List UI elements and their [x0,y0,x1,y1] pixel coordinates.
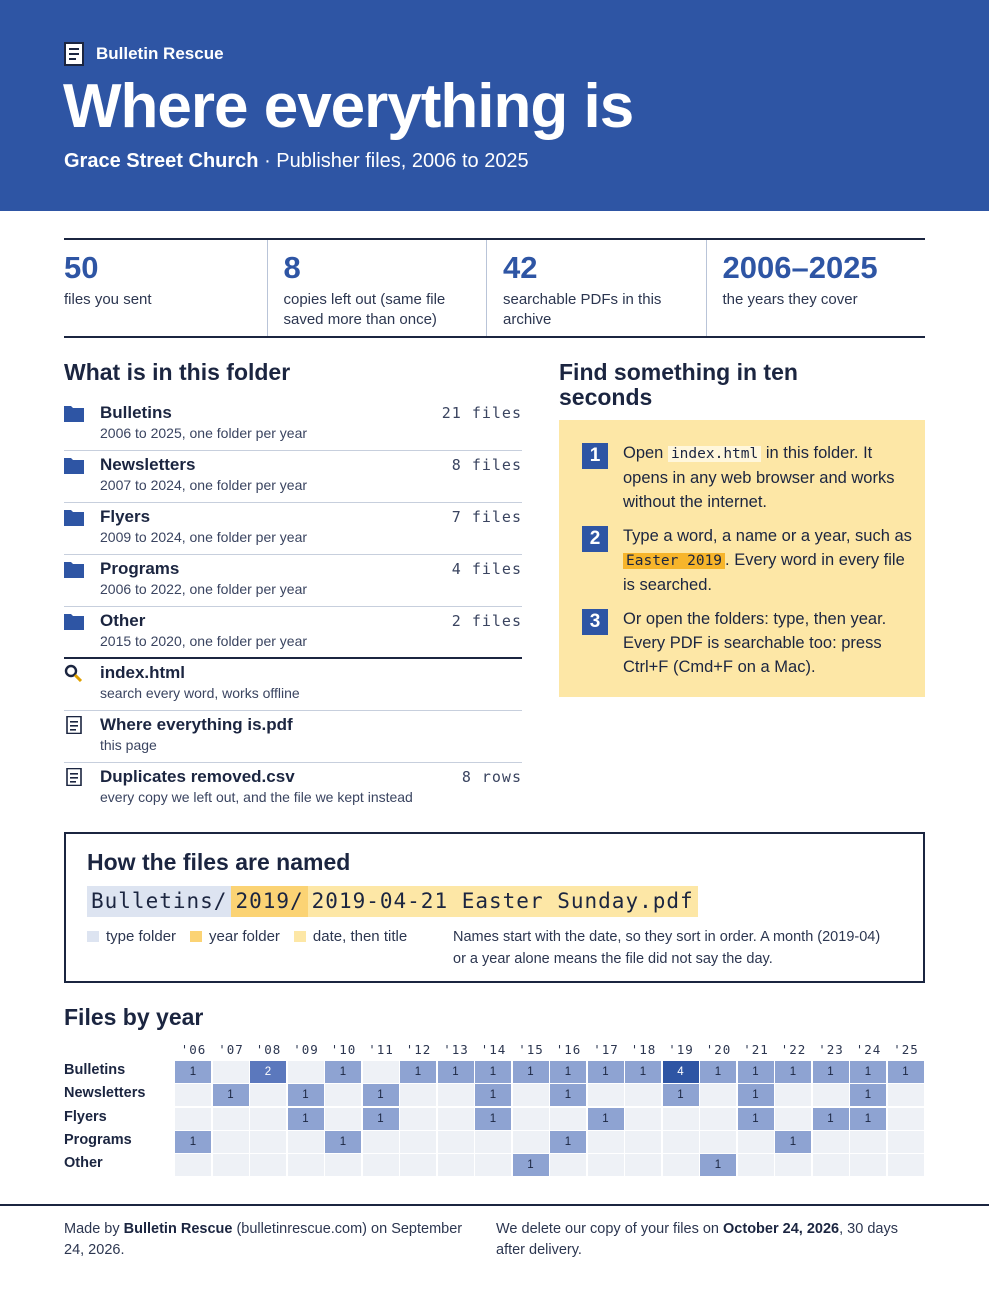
year-cell: 1 [475,1061,511,1083]
step-number: 3 [582,609,608,635]
item-name: Bulletins [100,403,172,422]
year-cell [700,1131,736,1153]
year-cell [325,1108,361,1130]
year-cell: 1 [588,1108,624,1130]
year-cell [550,1108,586,1130]
year-label: '08 [255,1042,282,1057]
year-cell [400,1131,436,1153]
year-cell: 1 [288,1108,324,1130]
step-text-part: . Every word in every file is searched. [623,551,905,594]
year-cell [888,1084,924,1106]
item-name: Other [100,611,146,630]
year-cell: 1 [363,1084,399,1106]
year-cell [625,1131,661,1153]
stat-files-sent [64,240,267,336]
year-cell [475,1154,511,1176]
year-cell [738,1154,774,1176]
year-label: '09 [293,1042,319,1057]
header-banner [0,0,989,211]
year-cell: 1 [775,1131,811,1153]
year-cell [400,1108,436,1130]
year-cell [850,1154,886,1176]
year-cell: 1 [550,1084,586,1106]
year-cell [813,1154,849,1176]
footer-text: We delete our copy of your files on [496,1221,724,1237]
year-cell [588,1154,624,1176]
year-label: '23 [818,1042,844,1057]
year-cell: 1 [363,1108,399,1130]
stat-copies-left-out [267,240,487,336]
footer-brand: Bulletin Rescue [123,1221,233,1237]
year-cell [775,1154,811,1176]
year-cell: 1 [513,1154,549,1176]
year-cell [813,1131,849,1153]
legend-item [294,928,407,945]
year-cell: 1 [513,1061,549,1083]
year-cell: 1 [813,1108,849,1130]
year-cell [888,1108,924,1130]
stat-label: files you sent [64,291,152,308]
row-label: Other [64,1155,103,1172]
year-cell: 1 [175,1061,211,1083]
find-steps-box [559,420,925,697]
year-cell [850,1131,886,1153]
year-cell [250,1131,286,1153]
folder-icon [64,612,84,630]
footer-text: (bulletinrescue.com) on September 24, 2026. [64,1221,463,1258]
year-cell [213,1108,249,1130]
year-label: '19 [668,1042,694,1057]
path-year-folder: 2019/ [231,886,307,917]
year-label: '06 [180,1042,207,1057]
year-label: '22 [780,1042,807,1057]
year-cell [250,1108,286,1130]
year-cell [588,1084,624,1106]
year-cell [700,1108,736,1130]
naming-note: Names start with the date, so they sort in order. A month (2019-04) or a year alone means the file did not say the day. [453,929,881,967]
year-label: '13 [443,1042,469,1057]
stat-number: 8 [283,250,301,285]
year-label: '15 [518,1042,544,1057]
year-cell [775,1108,811,1130]
year-cell [250,1084,286,1106]
step-text [623,524,913,597]
item-name: Programs [100,559,180,578]
legend-item [87,928,176,945]
example-path [87,886,698,917]
code-easter-2019: Easter 2019 [623,553,725,569]
year-cell: 1 [475,1084,511,1106]
stat-number: 42 [503,250,538,285]
year-cell [438,1084,474,1106]
year-cell: 1 [813,1061,849,1083]
stat-label: searchable PDFs in this archive [503,291,662,328]
step-text [623,441,913,514]
year-label: '25 [893,1042,919,1057]
item-description: 2007 to 2024, one folder per year [100,477,308,493]
brand-name: Bulletin Rescue [96,44,224,63]
year-label: '10 [330,1042,357,1057]
year-cell [438,1131,474,1153]
stat-searchable-pdfs [486,240,706,336]
year-cell [363,1131,399,1153]
folder-list-item[interactable] [64,399,522,451]
year-label: '14 [480,1042,507,1057]
year-cell [363,1061,399,1083]
stats-bar [64,238,925,338]
year-label: '16 [555,1042,582,1057]
item-count: 7 files [451,508,522,526]
naming-legend [87,928,407,945]
stat-number: 2006–2025 [722,250,878,285]
year-label: '11 [368,1042,394,1057]
year-cell: 1 [325,1061,361,1083]
year-label: '17 [593,1042,619,1057]
code-index-html: index.html [668,446,761,462]
year-cell: 1 [475,1108,511,1130]
year-cell: 2 [250,1061,286,1083]
folder-list-item[interactable] [64,503,522,555]
item-description: 2006 to 2025, one folder per year [100,425,308,441]
year-cell [513,1108,549,1130]
document-icon [64,42,84,66]
year-cell [288,1131,324,1153]
item-count: 21 files [441,404,522,422]
year-cell [588,1131,624,1153]
path-file-name: 2019-04-21 Easter Sunday.pdf [308,886,698,917]
year-label: '20 [705,1042,732,1057]
year-cell [213,1131,249,1153]
year-cell [775,1084,811,1106]
folder-list-item[interactable] [64,451,522,503]
item-description: 2006 to 2022, one folder per year [100,581,308,597]
step-text-part: Open [623,444,668,462]
year-cell [513,1131,549,1153]
legend-swatch [190,931,202,942]
year-cell [513,1084,549,1106]
legend-label: type folder [106,928,177,945]
year-cell [325,1154,361,1176]
year-cell: 1 [850,1084,886,1106]
year-cell [663,1131,699,1153]
folder-icon [64,404,84,422]
folder-icon [64,508,84,526]
search-icon [64,664,84,682]
folder-section-title: What is in this folder [64,359,291,385]
footer-text: Made by [64,1221,124,1237]
year-cell [438,1154,474,1176]
legend-label: date, then title [312,928,408,945]
year-cell: 1 [400,1061,436,1083]
row-label: Newsletters [64,1085,146,1102]
year-cell [738,1131,774,1153]
year-cell [288,1061,324,1083]
year-cell [663,1154,699,1176]
item-name: Duplicates removed.csv [100,767,295,786]
year-cell: 1 [850,1061,886,1083]
path-type-folder: Bulletins/ [87,886,231,917]
step-number: 1 [582,443,608,469]
folder-list-item[interactable] [64,659,522,711]
year-cell: 1 [663,1084,699,1106]
year-cell [888,1131,924,1153]
year-cell: 1 [438,1061,474,1083]
footer-divider [0,1204,989,1206]
year-cell [400,1084,436,1106]
year-label: '21 [743,1042,769,1057]
item-name: Flyers [100,507,151,526]
item-description: this page [100,737,157,753]
folder-icon [64,560,84,578]
year-cell [475,1131,511,1153]
item-name: Newsletters [100,455,196,474]
year-label: '18 [630,1042,657,1057]
page-title: Where everything is [63,72,634,141]
year-cell: 1 [850,1108,886,1130]
stat-number: 50 [64,250,99,285]
page-subtitle [64,150,529,173]
year-cell [700,1084,736,1106]
year-cell: 1 [700,1154,736,1176]
year-cell [325,1084,361,1106]
year-cell: 1 [888,1061,924,1083]
year-cell [663,1108,699,1130]
document-icon [64,716,84,734]
year-cell: 1 [550,1131,586,1153]
year-cell: 1 [213,1084,249,1106]
naming-title: How the files are named [87,849,351,875]
year-cell: 1 [550,1061,586,1083]
years-title: Files by year [64,1004,204,1030]
year-cell [888,1154,924,1176]
year-label: '12 [405,1042,432,1057]
year-cell [625,1108,661,1130]
step-text-part: in this folder. It opens in any web browser and works without the internet. [623,444,895,511]
year-cell [175,1108,211,1130]
year-label: '24 [855,1042,882,1057]
church-name: Grace Street Church [64,150,259,172]
item-description: 2009 to 2024, one folder per year [100,529,308,545]
document-icon [64,768,84,786]
subtitle-text: · Publisher files, 2006 to 2025 [258,150,529,172]
year-cell: 1 [625,1061,661,1083]
step-number: 2 [582,526,608,552]
folder-list [64,399,522,815]
folder-icon [64,456,84,474]
year-cell [813,1084,849,1106]
year-cell [250,1154,286,1176]
legend-item [190,928,280,945]
legend-label: year folder [209,928,280,945]
folder-list-item[interactable] [64,607,522,659]
row-label: Bulletins [64,1062,126,1078]
year-cell: 1 [288,1084,324,1106]
item-count: 2 files [451,612,522,630]
footer-made-by [64,1219,464,1261]
year-cell [363,1154,399,1176]
footer-date: October 24, 2026 [723,1221,840,1237]
year-cell [213,1061,249,1083]
footer-text: , 30 days after delivery. [496,1221,898,1258]
year-cell: 1 [738,1084,774,1106]
year-cell: 1 [588,1061,624,1083]
naming-box [64,832,925,983]
footer-deletion-notice [496,1219,916,1261]
folder-list-item[interactable] [64,555,522,607]
row-label: Programs [64,1131,132,1148]
brand [64,42,224,66]
step-text: Or open the folders: type, then year. Every PDF is searchable too: press Ctrl+F (Cmd+F on a Mac). [623,610,887,676]
item-count: 8 files [451,456,522,474]
folder-list-item[interactable] [64,763,522,815]
year-cell: 4 [663,1061,699,1083]
year-cell: 1 [738,1108,774,1130]
item-count: 4 files [451,560,522,578]
year-cell: 1 [738,1061,774,1083]
item-description: every copy we left out, and the file we kept instead [100,789,413,805]
item-count: 8 rows [461,768,522,786]
stat-label: copies left out (same file saved more than once) [283,291,446,328]
legend-swatch [87,931,99,942]
year-cell [288,1154,324,1176]
item-description: 2015 to 2020, one folder per year [100,633,308,649]
item-description: search every word, works offline [100,685,300,701]
year-cell [438,1108,474,1130]
year-cell [175,1154,211,1176]
year-cell [625,1154,661,1176]
year-cell [625,1084,661,1106]
stat-years-covered [706,240,926,336]
item-name: index.html [100,663,186,682]
step-text-part: Type a word, a name or a year, such as [623,527,912,545]
year-cell [550,1154,586,1176]
year-cell: 1 [775,1061,811,1083]
folder-list-item[interactable] [64,711,522,763]
find-section-title: Find something in ten seconds [559,359,798,410]
legend-swatch [294,931,306,942]
year-cell: 1 [700,1061,736,1083]
year-cell [213,1154,249,1176]
row-label: Flyers [64,1108,107,1125]
year-cell [175,1084,211,1106]
year-cell: 1 [175,1131,211,1153]
year-cell: 1 [325,1131,361,1153]
year-label: '07 [218,1042,244,1057]
item-name: Where everything is.pdf [100,715,293,734]
stat-label: the years they cover [722,291,858,308]
year-cell [400,1154,436,1176]
